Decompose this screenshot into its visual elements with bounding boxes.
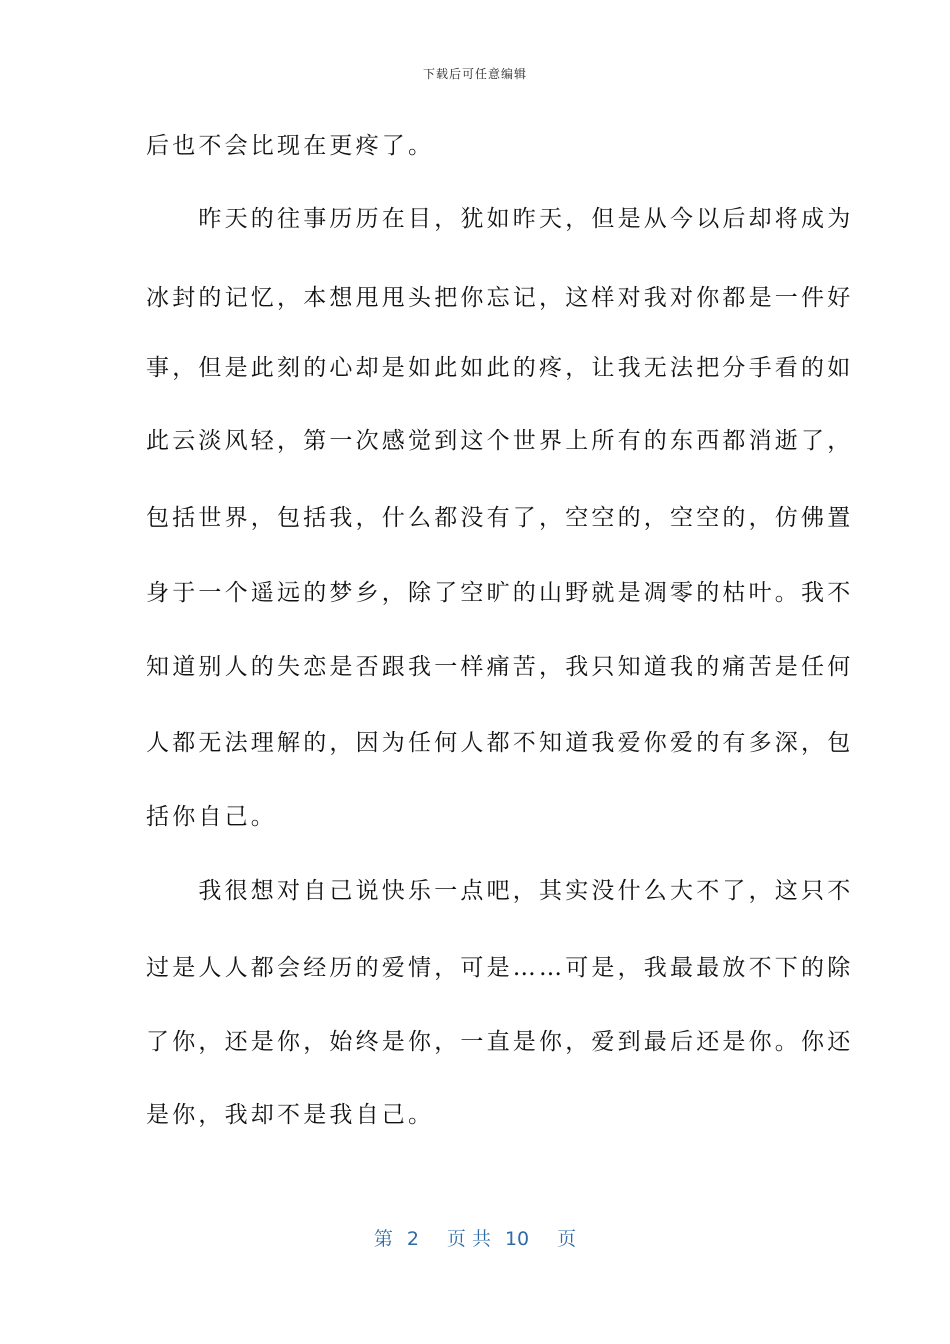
text-line: 包括世界，包括我，什么都没有了，空空的，空空的，仿佛置	[146, 505, 854, 531]
text-line: 此云淡风轻，第一次感觉到这个世界上所有的东西都消逝了，	[146, 428, 854, 454]
text-line: 知道别人的失恋是否跟我一样痛苦，我只知道我的痛苦是任何	[146, 654, 854, 680]
text-line: 昨天的往事历历在目，犹如昨天，但是从今以后却将成为	[146, 206, 854, 232]
footer-suffix: 页	[557, 1228, 577, 1250]
footer-total-pages: 10	[504, 1228, 530, 1250]
text-line: 事，但是此刻的心却是如此如此的疼，让我无法把分手看的如	[146, 355, 854, 381]
page-footer	[0, 1226, 950, 1252]
page-header-note: 下载后可任意编辑	[422, 67, 527, 81]
footer-middle: 页 共	[446, 1228, 491, 1250]
footer-current-page: 2	[406, 1228, 419, 1250]
text-line: 人都无法理解的，因为任何人都不知道我爱你爱的有多深，包	[146, 730, 854, 756]
text-line: 我很想对自己说快乐一点吧，其实没什么大不了，这只不	[146, 878, 854, 904]
text-line: 括你自己。	[146, 804, 277, 830]
text-line: 冰封的记忆，本想甩甩头把你忘记，这样对我对你都是一件好	[146, 285, 854, 311]
text-line: 了你，还是你，始终是你，一直是你，爱到最后还是你。你还	[146, 1029, 854, 1055]
text-line: 过是人人都会经历的爱情，可是……可是，我最最放不下的除	[146, 955, 854, 981]
footer-prefix: 第	[373, 1228, 393, 1250]
text-line: 身于一个遥远的梦乡，除了空旷的山野就是凋零的枯叶。我不	[146, 580, 854, 606]
text-line: 后也不会比现在更疼了。	[146, 133, 435, 159]
text-line: 是你，我却不是我自己。	[146, 1102, 435, 1128]
